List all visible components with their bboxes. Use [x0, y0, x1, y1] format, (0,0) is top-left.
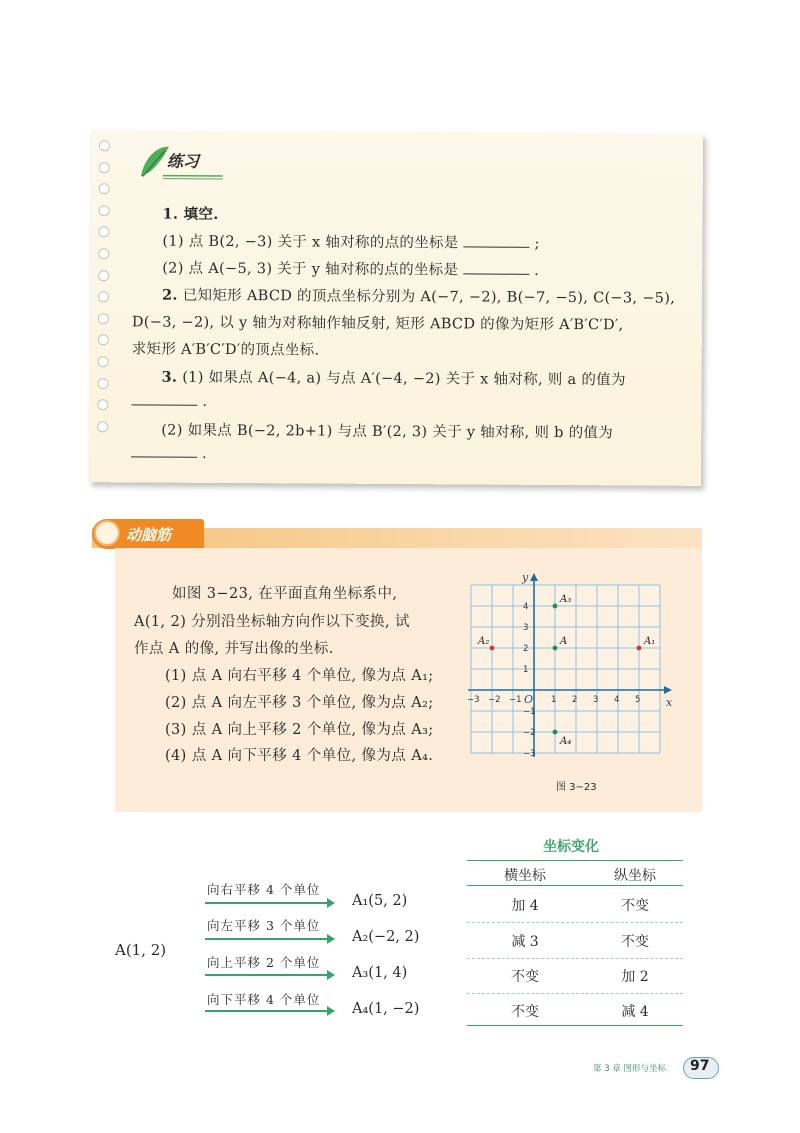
row-2-x: 减 3	[511, 934, 539, 950]
y-tick-label: 4	[523, 602, 529, 612]
y-tick-label: 1	[523, 665, 529, 675]
question-3-1	[162, 366, 626, 390]
row-divider	[467, 958, 683, 959]
question-1-1-text: (1) 点 B(2, −3) 关于 x 轴对称的点的坐标是	[162, 233, 459, 252]
answer-blank[interactable]	[463, 259, 529, 274]
move-label-4: 向下平移 4 个单位	[207, 992, 321, 1007]
page-number: 97	[690, 1058, 710, 1074]
x-tick-label: −3	[468, 695, 480, 705]
binder-ring-icon	[97, 399, 108, 410]
binder-ring-icon	[99, 162, 110, 173]
point-A₁	[637, 646, 642, 651]
question-3-2-answer	[131, 442, 207, 461]
gears-icon	[94, 520, 120, 546]
binder-ring-icon	[99, 140, 110, 151]
binder-ring-icon	[98, 313, 109, 324]
binder-ring-icon	[97, 421, 108, 432]
y-tick-label: 2	[523, 644, 529, 654]
teaser-item-2: (2) 点 A 向左平移 3 个单位, 像为点 A₂;	[165, 695, 434, 711]
answer-blank[interactable]	[131, 442, 197, 457]
result-2: A₂(−2, 2)	[352, 929, 420, 945]
binder-ring-icon	[98, 356, 109, 367]
teaser-text-line-3: 作点 A 的像, 并写出像的坐标.	[134, 641, 334, 657]
coordinate-figure	[468, 562, 688, 772]
question-3-1-end: .	[202, 393, 208, 410]
question-3-1-text: (1) 如果点 A(−4, a) 与点 A′(−4, −2) 关于 x 轴对称, 则 a 的值为	[182, 369, 626, 389]
row-3-y: 加 2	[621, 969, 649, 985]
question-1-1-end: ;	[534, 235, 540, 252]
point-A	[553, 646, 558, 651]
arrow-right-icon	[205, 938, 333, 940]
y-tick-label: −3	[523, 749, 536, 759]
point-label: A₃	[560, 594, 572, 605]
answer-blank[interactable]	[464, 232, 530, 247]
arrow-right-icon	[205, 1010, 333, 1012]
teaser-item-3: (3) 点 A 向上平移 2 个单位, 像为点 A₃;	[165, 722, 434, 738]
table-header-x: 横坐标	[504, 868, 546, 884]
footer-chapter: 第 3 章 图形与坐标	[593, 1064, 667, 1074]
binder-ring-icon	[98, 270, 109, 281]
y-tick-label: −2	[523, 728, 536, 738]
result-3: A₃(1, 4)	[352, 965, 408, 981]
table-title: 坐标变化	[543, 839, 599, 855]
row-3-x: 不变	[511, 969, 539, 985]
question-2-text-1: 已知矩形 ABCD 的顶点坐标分别为 A(−7, −2), B(−7, −5), C(−3, −5),	[182, 287, 676, 307]
question-3-2-end: .	[201, 445, 207, 462]
result-4: A₄(1, −2)	[352, 1001, 420, 1017]
point-A₄	[553, 730, 558, 735]
question-2-number: 2.	[162, 286, 178, 304]
binder-ring-icon	[98, 335, 109, 346]
point-A₂	[490, 646, 495, 651]
binder-rings	[97, 140, 113, 442]
y-tick-label: 3	[523, 623, 529, 633]
table-header-rule	[467, 885, 683, 886]
x-axis-label: x	[666, 696, 673, 709]
y-axis-arrow-icon	[530, 573, 538, 581]
origin-label: O	[524, 693, 534, 706]
question-2-line-1	[162, 284, 675, 308]
question-2-line-3: 求矩形 A′B′C′D′的顶点坐标.	[131, 341, 320, 359]
question-1-2-text: (2) 点 A(−5, 3) 关于 y 轴对称的点的坐标是	[162, 260, 459, 279]
binder-ring-icon	[98, 248, 109, 259]
x-tick-label: 4	[614, 695, 620, 705]
binder-ring-icon	[98, 227, 109, 238]
question-1-2-end: .	[534, 262, 540, 279]
question-1-2	[162, 257, 539, 280]
answer-blank[interactable]	[131, 390, 197, 405]
table-top-rule	[467, 860, 683, 861]
binder-ring-icon	[98, 378, 109, 389]
practice-card	[89, 130, 703, 486]
teaser-title: 动脑筋	[126, 526, 172, 544]
question-3-2: (2) 如果点 B(−2, 2b+1) 与点 B′(2, 3) 关于 y 轴对称, 则 b 的值为	[161, 422, 614, 442]
row-2-y: 不变	[621, 934, 649, 950]
arrow-right-icon	[205, 974, 333, 976]
practice-title: 练习	[166, 151, 199, 171]
teaser-item-1: (1) 点 A 向右平移 4 个单位, 像为点 A₁;	[165, 668, 434, 684]
table-header-y: 纵坐标	[614, 868, 656, 884]
coordinate-plane	[468, 562, 688, 772]
row-divider	[467, 993, 683, 994]
move-label-3: 向上平移 2 个单位	[207, 955, 321, 970]
binder-ring-icon	[99, 205, 110, 216]
point-label: A	[560, 636, 568, 647]
figure-caption: 图 3−23	[556, 782, 597, 793]
teaser-text-line-1: 如图 3−23, 在平面直角坐标系中,	[172, 586, 398, 602]
row-4-x: 不变	[511, 1004, 539, 1020]
row-1-x: 加 4	[511, 898, 539, 914]
x-tick-label: −1	[509, 695, 522, 705]
teaser-header-tab	[92, 519, 204, 549]
question-3-1-answer	[131, 390, 207, 409]
question-3-number: 3.	[161, 368, 178, 386]
y-axis-label: y	[522, 571, 529, 584]
binder-ring-icon	[99, 183, 110, 194]
question-2-line-2: D(−3, −2), 以 y 轴为对称轴作轴反射, 矩形 ABCD 的像为矩形 A′B′C′D′,	[131, 314, 624, 334]
point-label: A₂	[478, 636, 490, 647]
point-label: A₄	[560, 736, 572, 747]
row-1-y: 不变	[621, 898, 649, 914]
table-bottom-rule	[467, 1025, 683, 1026]
point-label: A₁	[644, 636, 656, 647]
question-1-title: 1. 填空.	[162, 205, 219, 223]
row-4-y: 减 4	[621, 1004, 649, 1020]
move-label-1: 向右平移 4 个单位	[207, 882, 321, 897]
teaser-item-4: (4) 点 A 向下平移 4 个单位, 像为点 A₄.	[165, 748, 434, 764]
binder-ring-icon	[98, 291, 109, 302]
move-label-2: 向左平移 3 个单位	[207, 918, 321, 933]
x-tick-label: 5	[635, 695, 641, 705]
question-1-1	[162, 230, 539, 253]
result-1: A₁(5, 2)	[352, 893, 408, 909]
y-tick-label: −1	[523, 707, 536, 717]
x-axis-arrow-icon	[664, 686, 672, 694]
x-tick-label: 2	[572, 695, 578, 705]
row-divider	[467, 922, 683, 923]
teaser-text-line-2: A(1, 2) 分别沿坐标轴方向作以下变换, 试	[134, 614, 410, 630]
x-tick-label: −2	[488, 695, 501, 705]
start-point: A(1, 2)	[115, 941, 167, 959]
point-A₃	[553, 604, 558, 609]
x-tick-label: 3	[593, 695, 599, 705]
x-tick-label: 1	[551, 695, 557, 705]
arrow-right-icon	[205, 902, 333, 904]
